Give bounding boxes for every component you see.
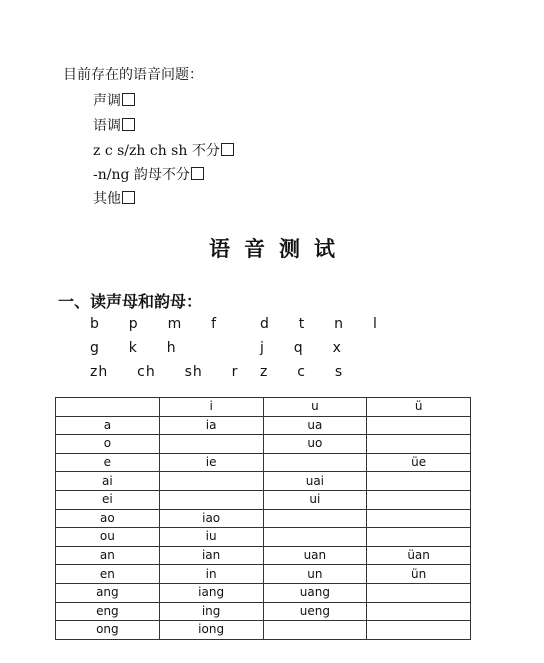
problem-item-other: [93, 188, 135, 208]
table-cell: iong: [159, 621, 263, 640]
table-cell: [367, 602, 471, 621]
table-row: [56, 490, 471, 509]
table-cell: üe: [367, 453, 471, 472]
table-cell: ian: [159, 546, 263, 565]
section-heading: 一、读声母和韵母：: [58, 292, 203, 311]
table-row: [56, 621, 471, 640]
table-cell: o: [56, 435, 160, 454]
problem-item-intonation: [93, 115, 135, 135]
table-cell: ueng: [263, 602, 367, 621]
checkbox[interactable]: [122, 191, 135, 204]
table-cell: ü: [367, 398, 471, 417]
table-cell: an: [56, 546, 160, 565]
checkbox[interactable]: [191, 167, 204, 180]
problem-label: -n/ng 韵母不分: [93, 167, 190, 183]
problem-item-nasal: [93, 164, 204, 184]
table-cell: [367, 621, 471, 640]
table-cell: [367, 528, 471, 547]
table-cell: iu: [159, 528, 263, 547]
table-cell: uai: [263, 472, 367, 491]
table-cell: i: [159, 398, 263, 417]
table-cell: [263, 509, 367, 528]
table-cell: üan: [367, 546, 471, 565]
table-cell: iao: [159, 509, 263, 528]
table-cell: ou: [56, 528, 160, 547]
table-cell: ang: [56, 583, 160, 602]
table-row: [56, 453, 471, 472]
table-cell: ing: [159, 602, 263, 621]
table-cell: e: [56, 453, 160, 472]
checkbox[interactable]: [122, 118, 135, 131]
table-cell: ei: [56, 490, 160, 509]
table-cell: [263, 621, 367, 640]
table-cell: [159, 490, 263, 509]
initials-right-row-3: z c s: [260, 364, 344, 380]
table-cell: uang: [263, 583, 367, 602]
initials-left-row-2: g k h: [90, 340, 177, 356]
initials-left-row-1: b p m f: [90, 316, 218, 332]
table-row: [56, 398, 471, 417]
table-row: [56, 528, 471, 547]
table-cell: [56, 398, 160, 417]
problems-intro: 目前存在的语音问题：: [63, 67, 203, 83]
table-row: [56, 435, 471, 454]
table-cell: ong: [56, 621, 160, 640]
problem-label: z c s/zh ch sh 不分: [93, 143, 220, 159]
problem-label: 其他: [93, 191, 121, 207]
problem-label: 声调: [93, 93, 121, 109]
table-cell: uan: [263, 546, 367, 565]
initials-right-row-2: j q x: [260, 340, 342, 356]
table-cell: uo: [263, 435, 367, 454]
table-row: [56, 583, 471, 602]
table-cell: [367, 472, 471, 491]
table-cell: ie: [159, 453, 263, 472]
table-cell: [367, 509, 471, 528]
table-cell: ua: [263, 416, 367, 435]
table-cell: iang: [159, 583, 263, 602]
initials-left-row-3: zh ch sh r: [90, 364, 239, 380]
table-cell: ao: [56, 509, 160, 528]
table-cell: ui: [263, 490, 367, 509]
table-cell: en: [56, 565, 160, 584]
table-cell: eng: [56, 602, 160, 621]
table-cell: [367, 416, 471, 435]
initials-right-row-1: d t n l: [260, 316, 378, 332]
table-cell: ün: [367, 565, 471, 584]
table-cell: u: [263, 398, 367, 417]
table-row: [56, 509, 471, 528]
table-row: [56, 602, 471, 621]
table-row: [56, 546, 471, 565]
table-row: [56, 472, 471, 491]
checkbox[interactable]: [221, 143, 234, 156]
table-cell: ai: [56, 472, 160, 491]
table-cell: in: [159, 565, 263, 584]
checkbox[interactable]: [122, 93, 135, 106]
table-cell: a: [56, 416, 160, 435]
table-cell: [263, 528, 367, 547]
table-cell: un: [263, 565, 367, 584]
table-cell: [159, 435, 263, 454]
table-cell: ia: [159, 416, 263, 435]
problem-item-zcs: [93, 140, 234, 160]
problem-label: 语调: [93, 118, 121, 134]
page-title: 语音测试: [209, 237, 349, 261]
finals-table: [55, 397, 471, 640]
table-cell: [159, 472, 263, 491]
table-row: [56, 416, 471, 435]
problem-item-tone: [93, 90, 135, 110]
table-row: [56, 565, 471, 584]
table-cell: [263, 453, 367, 472]
table-cell: [367, 583, 471, 602]
table-cell: [367, 435, 471, 454]
table-cell: [367, 490, 471, 509]
